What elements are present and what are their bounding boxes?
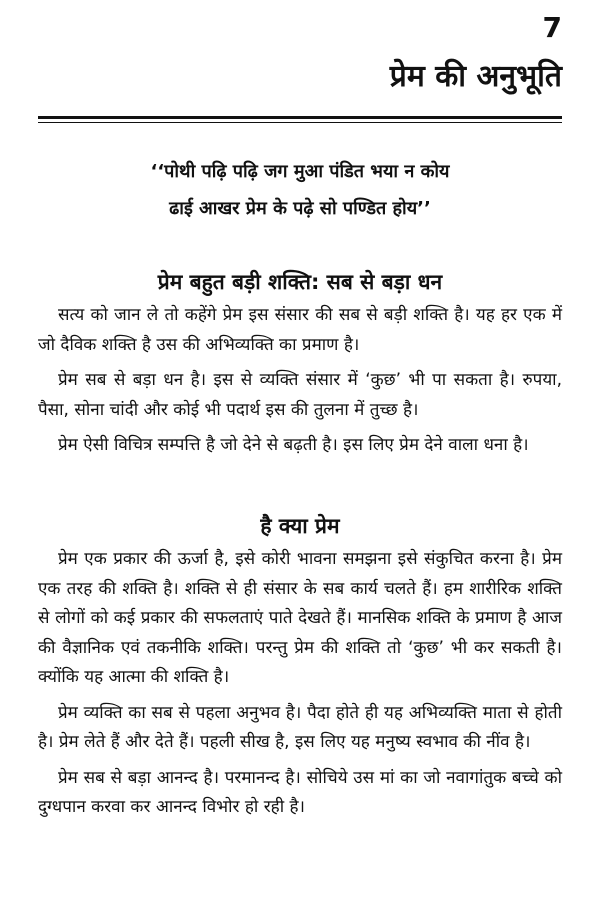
paragraph: सत्य को जान ले तो कहेंगे प्रेम इस संसार की सब से बड़ी शक्ति है। यह हर एक में जो दैविक शक्ति है उस की अभिव्यक्ति का प्रमाण है। xyxy=(38,305,562,355)
section-what-is-love xyxy=(38,507,562,829)
paragraph: प्रेम सब से बड़ा आनन्द है। परमानन्द है। सोचिये उस मां का जो नवागांतुक बच्चे को दुग्धपान करवा कर आनन्द विभोर हो रही है। xyxy=(38,767,562,817)
chapter-title: प्रेम की अनुभूति xyxy=(389,59,562,94)
title-rule-thin xyxy=(38,122,562,123)
title-rule-thick xyxy=(38,116,562,119)
paragraph: प्रेम व्यक्ति का सब से पहला अनुभव है। पैदा होते ही यह अभिव्यक्ति माता से होती है। प्रेम लेते हैं और देते हैं। पहली सीख है, इस लिए यह मनुष्य स्वभाव की नींव है। xyxy=(38,702,562,752)
paragraph: प्रेम एक प्रकार की ऊर्जा है, इसे कोरी भावना समझना इसे संकुचित करना है। प्रेम एक तरह की शक्ति है। शक्ति से ही संसार के सब कार्य चलते हैं। हम शारीरिक शक्ति से लोगों को कई प्रकार की सफलताएं पाते देखते हैं। मानसिक शक्ति के प्रमाण है आज की वैज्ञानिक एवं तकनीकि शक्ति। परन्तु प्रेम की शक्ति तो ‘कुछ’ भी कर सकती है। क्योंकि यह आत्मा की शक्ति है। xyxy=(38,549,562,687)
section-heading: प्रेम बहुत बड़ी शक्ति: सब से बड़ा धन xyxy=(157,270,443,294)
paragraph: प्रेम सब से बड़ा धन है। इस से व्यक्ति संसार में ‘कुछ’ भी पा सकता है। रुपया, पैसा, सोना चांदी और कोई भी पदार्थ इस की तुलना में तुच्छ है। xyxy=(38,370,562,420)
quote-line: ढाई आखर प्रेम के पढ़े सो पण्डित होय’’ xyxy=(169,198,431,219)
page-number: 7 xyxy=(542,11,562,44)
quote-line: ‘‘पोथी पढ़ि पढ़ि जग मुआ पंडित भया न कोय xyxy=(150,161,450,182)
epigraph-quote xyxy=(38,153,562,227)
section-heading: है क्या प्रेम xyxy=(260,514,340,538)
section-power-of-love xyxy=(38,263,562,467)
paragraph: प्रेम ऐसी विचित्र सम्पत्ति है जो देने से बढ़ती है। इस लिए प्रेम देने वाला धना है। xyxy=(58,435,529,455)
